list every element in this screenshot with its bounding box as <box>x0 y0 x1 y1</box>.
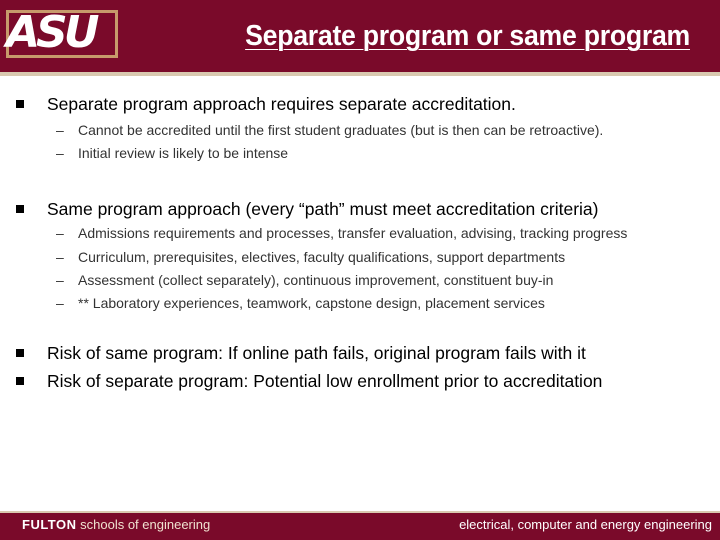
bullet-square-icon <box>16 100 24 108</box>
footer-department: electrical, computer and energy engineering <box>459 517 712 532</box>
logo-text: ASU <box>6 7 96 58</box>
bullet-text: Risk of same program: If online path fails, original program fails with it <box>47 343 586 363</box>
dash-icon: – <box>56 225 64 241</box>
bullet-square-icon <box>16 205 24 213</box>
bullet-square-icon <box>16 377 24 385</box>
bullet-text: Separate program approach requires separate accreditation. <box>47 94 516 114</box>
dash-icon: – <box>56 249 64 265</box>
footer-fulton: FULTON <box>22 517 77 532</box>
bullet-text: Same program approach (every “path” must meet accreditation criteria) <box>47 199 599 219</box>
slide-title: Separate program or same program <box>245 20 690 52</box>
dash-icon: – <box>56 295 64 311</box>
sub-bullet-text: Curriculum, prerequisites, electives, faculty qualifications, support departments <box>78 249 566 265</box>
bullet-text: Risk of separate program: Potential low enrollment prior to accreditation <box>47 371 603 391</box>
fulton-branding <box>22 517 210 532</box>
sub-bullet-text: Assessment (collect separately), continuous improvement, constituent buy-in <box>78 272 554 288</box>
footer-schools: schools of engineering <box>80 517 211 532</box>
bullet-square-icon <box>16 349 24 357</box>
dash-icon: – <box>56 122 64 138</box>
dash-icon: – <box>56 272 64 288</box>
sub-bullet-text: Initial review is likely to be intense <box>78 145 289 161</box>
sub-bullet-text: Cannot be accredited until the first student graduates (but is then can be retroactive). <box>78 122 604 138</box>
sub-bullet-text: Admissions requirements and processes, transfer evaluation, advising, tracking progress <box>78 225 628 241</box>
dash-icon: – <box>56 145 64 161</box>
slide-footer <box>0 511 720 540</box>
sub-bullet-text: ** Laboratory experiences, teamwork, capstone design, placement services <box>78 295 545 311</box>
